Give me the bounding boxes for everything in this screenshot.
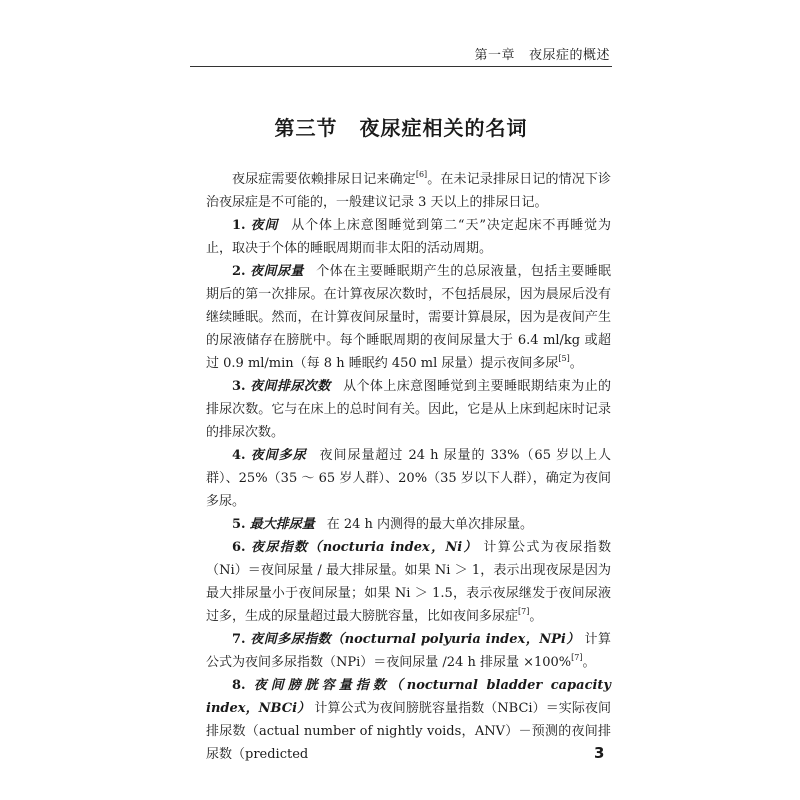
definition-paragraph bbox=[206, 444, 611, 513]
section-heading: 夜尿症相关的名词 bbox=[359, 116, 528, 140]
section-number: 第三节 bbox=[274, 116, 338, 140]
definition-number: 6. bbox=[232, 540, 246, 555]
definition-paragraph bbox=[206, 260, 611, 375]
running-head bbox=[474, 44, 610, 63]
definition-text: 个体在主要睡眠期产生的总尿液量，包括主要睡眠期后的第一次排尿。在计算夜尿次数时，不包括晨尿，因为晨尿后没有继续睡眠。然而，在计算夜间尿量时，需要计算晨尿，因为是夜间产生的尿液储存在膀胱中。每个睡眠周期的夜间尿量大于 6.4 ml/kg 或超过 0.9 ml/min（每 8 h 睡眠约 450 ml 尿量）提示夜间多尿 bbox=[206, 264, 611, 371]
definition-paragraph bbox=[206, 214, 611, 260]
citation: [6] bbox=[415, 170, 428, 179]
definition-term: 夜间 bbox=[250, 218, 279, 233]
definition-term: 夜间膀胱容量指数（nocturnal bladder capacity index，NBCi） bbox=[206, 678, 611, 716]
definition-paragraph bbox=[206, 513, 611, 536]
intro-text: 夜尿症需要依赖排尿日记来确定 bbox=[232, 172, 416, 187]
definition-text-after: 。 bbox=[582, 655, 596, 670]
definition-number: 7. bbox=[232, 632, 246, 647]
definition-term: 夜尿指数（nocturia index，Ni） bbox=[251, 540, 478, 555]
definition-text: 从个体上床意图睡觉到第二“天”决定起床不再睡觉为止，取决于个体的睡眠周期而非太阳的活动周期。 bbox=[206, 218, 611, 256]
definition-term: 夜间多尿指数（nocturnal polyuria index，NPi） bbox=[250, 632, 580, 647]
definition-text: 计算公式为夜间膀胱容量指数（NBCi）＝实际夜间排尿数（actual number of nightly voids，ANV）－预测的夜间排尿数（predicted bbox=[206, 701, 611, 762]
definition-text: 在 24 h 内测得的最大单次排尿量。 bbox=[326, 517, 534, 532]
definition-number: 5. bbox=[232, 517, 246, 532]
definition-term: 夜间尿量 bbox=[250, 264, 304, 279]
citation: [7] bbox=[571, 653, 583, 662]
definition-term: 最大排尿量 bbox=[249, 517, 315, 532]
intro-text-after: 。在未记录排尿日记的情况下诊治夜尿症是不可能的，一般建议记录 3 天以上的排尿日记。 bbox=[206, 172, 611, 210]
definition-text-after: 。 bbox=[529, 609, 543, 624]
definition-text: 计算公式为夜尿指数（Ni）＝夜间尿量 / 最大排尿量。如果 Ni ＞ 1，表示出现夜尿是因为最大排尿量小于夜间尿量；如果 Ni ＞ 1.5，表示夜尿继发于夜间尿液过多，生成的尿量超过最大膀胱容量，比如夜间多尿症 bbox=[206, 540, 611, 624]
section-title bbox=[190, 112, 612, 141]
page-number: 3 bbox=[594, 744, 605, 762]
definition-number: 1. bbox=[232, 218, 246, 233]
definition-number: 3. bbox=[232, 379, 246, 394]
definition-number: 8. bbox=[232, 678, 246, 693]
definition-term: 夜间多尿 bbox=[250, 448, 307, 463]
intro-paragraph bbox=[206, 168, 611, 214]
chapter-title: 夜尿症的概述 bbox=[528, 48, 610, 63]
citation: [7] bbox=[518, 607, 530, 616]
definition-paragraph bbox=[206, 674, 611, 766]
definition-number: 2. bbox=[232, 264, 246, 279]
definition-paragraph bbox=[206, 375, 611, 444]
body-text bbox=[206, 168, 611, 766]
definition-paragraph bbox=[206, 628, 611, 674]
definition-text: 从个体上床意图睡觉到主要睡眠期结束为止的排尿次数。它与在床上的总时间有关。因此，它是从上床到起床时记录的排尿次数。 bbox=[206, 379, 611, 440]
definition-text: 夜间尿量超过 24 h 尿量的 33%（65 岁以上人群）、25%（35 ～ 65 岁人群）、20%（35 岁以下人群），确定为夜间多尿。 bbox=[206, 448, 611, 509]
definition-number: 4. bbox=[232, 448, 246, 463]
definition-paragraph bbox=[206, 536, 611, 628]
definition-term: 夜间排尿次数 bbox=[250, 379, 331, 394]
citation: [5] bbox=[558, 354, 570, 363]
chapter-label: 第一章 bbox=[474, 48, 515, 63]
header-rule bbox=[190, 66, 612, 67]
definition-text-after: 。 bbox=[569, 356, 583, 371]
definition-text: 计算公式为夜间多尿指数（NPi）＝夜间尿量 /24 h 排尿量 ×100% bbox=[206, 632, 611, 670]
